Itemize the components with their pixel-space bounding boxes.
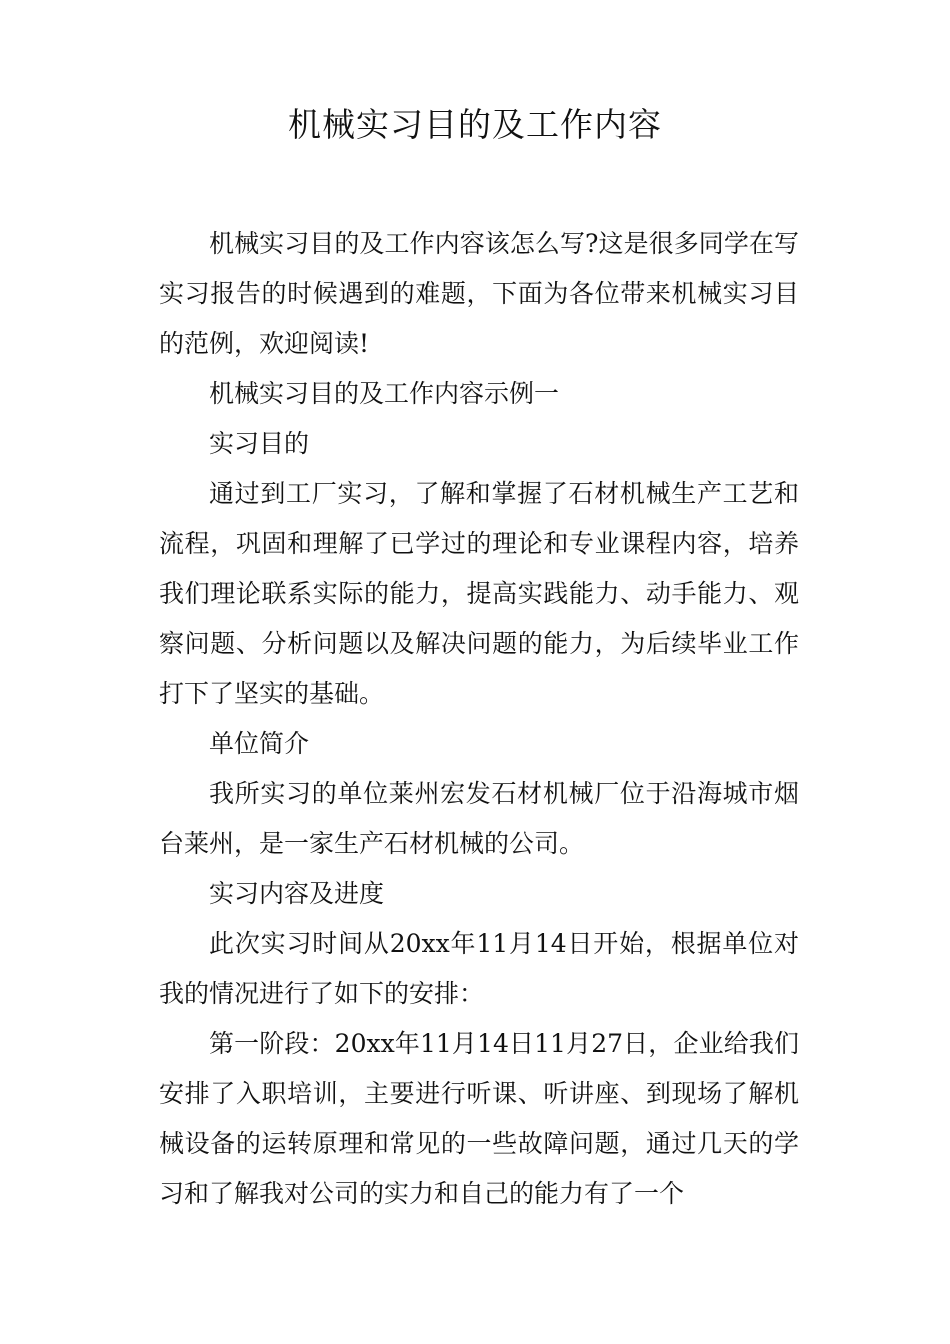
intro-paragraph: 机械实习目的及工作内容该怎么写?这是很多同学在写实习报告的时候遇到的难题，下面为各位带来机械实习目的范例，欢迎阅读!	[159, 229, 799, 358]
purpose-paragraph: 通过到工厂实习，了解和掌握了石材机械生产工艺和流程，巩固和理解了已学过的理论和专业课程内容，培养我们理论联系实际的能力，提高实践能力、动手能力、观察问题、分析问题以及解决问题的能力，为后续毕业工作打下了坚实的基础。	[159, 479, 799, 708]
schedule-paragraph: 此次实习时间从20xx年11月14日开始，根据单位对我的情况进行了如下的安排：	[159, 929, 799, 1008]
phase-one-paragraph: 第一阶段：20xx年11月14日11月27日，企业给我们安排了入职培训，主要进行听课、听讲座、到现场了解机械设备的运转原理和常见的一些故障问题，通过几天的学习和了解我对公司的实力和自己的能力有了一个	[159, 1029, 799, 1208]
document-body	[159, 219, 799, 1219]
company-paragraph: 我所实习的单位莱州宏发石材机械厂位于沿海城市烟台莱州，是一家生产石材机械的公司。	[159, 779, 799, 858]
section-heading-company: 单位简介	[209, 729, 310, 758]
example-heading: 机械实习目的及工作内容示例一	[209, 379, 560, 408]
section-heading-purpose: 实习目的	[209, 429, 310, 458]
section-heading-content: 实习内容及进度	[209, 879, 385, 908]
document-title: 机械实习目的及工作内容	[288, 105, 662, 144]
